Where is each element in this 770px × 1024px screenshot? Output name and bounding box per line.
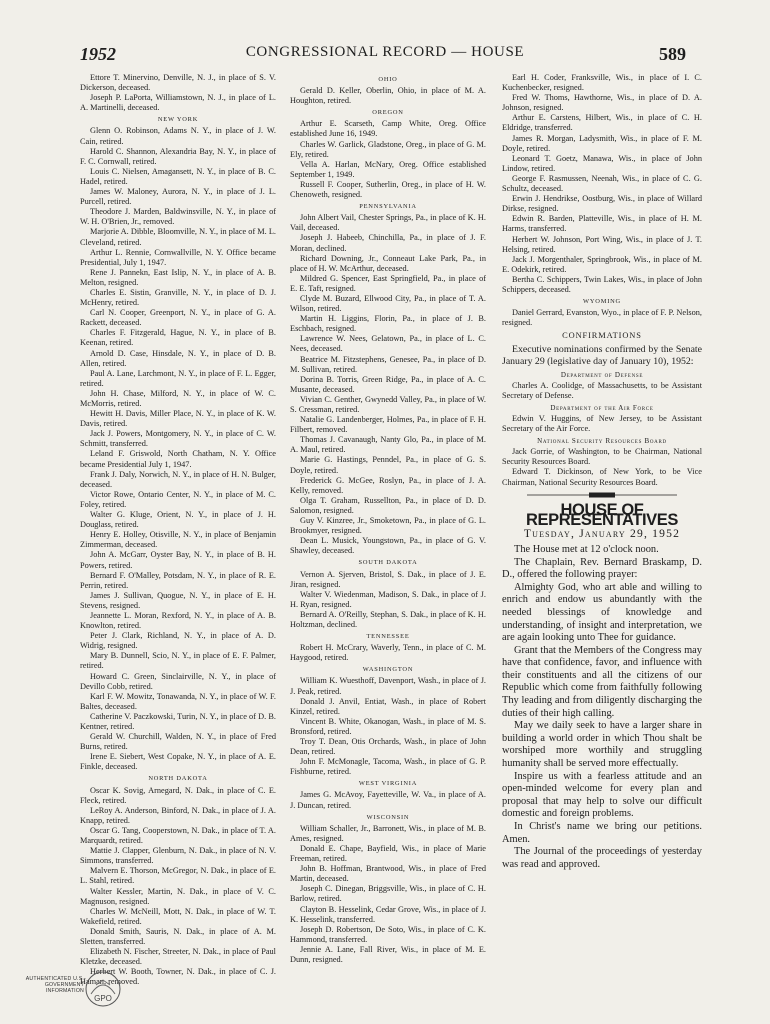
nomination-entry: Carl N. Cooper, Greenport, N. Y., in place of G. A. Rackett, deceased. bbox=[80, 308, 276, 328]
nomination-entry: William Schaller, Jr., Barronett, Wis., in place of M. B. Ames, resigned. bbox=[290, 823, 486, 843]
nomination-entry: Thomas J. Cavanaugh, Nanty Glo, Pa., in place of M. A. Maul, retired. bbox=[290, 435, 486, 455]
nomination-entry: Jack Gorrie, of Washington, to be Chairman, National Security Resources Board. bbox=[502, 447, 702, 467]
nomination-entry: Malvern E. Thorson, McGregor, N. Dak., in place of E. L. Stahl, retired. bbox=[80, 866, 276, 886]
nomination-entry: Robert H. McCrary, Waverly, Tenn., in place of C. M. Haygood, retired. bbox=[290, 643, 486, 663]
nomination-entry: Oscar K. Sovig, Arnegard, N. Dak., in place of C. E. Fleck, retired. bbox=[80, 785, 276, 805]
nomination-entry: Donald J. Anvil, Entiat, Wash., in place of Robert Kinzel, retired. bbox=[290, 696, 486, 716]
nomination-entry: Catherine V. Paczkowski, Turin, N. Y., in place of D. B. Kentner, retired. bbox=[80, 711, 276, 731]
state-heading: PENNSYLVANIA bbox=[359, 203, 417, 211]
nomination-entry: Frank J. Daly, Norwich, N. Y., in place of H. N. Bulger, deceased. bbox=[80, 469, 276, 489]
nomination-entry: Beatrice M. Fitzstephens, Genesee, Pa., in place of D. M. Sullivan, retired. bbox=[290, 354, 486, 374]
nomination-entry: Arthur L. Rennie, Cornwallville, N. Y. Office became Presidential, July 1, 1947. bbox=[80, 247, 276, 267]
nomination-entry: James W. Maloney, Aurora, N. Y., in place of J. L. Purcell, retired. bbox=[80, 187, 276, 207]
nomination-entry: Mildred G. Spencer, East Springfield, Pa., in place of E. E. Taft, resigned. bbox=[290, 273, 486, 293]
nomination-entry: Ettore T. Minervino, Denville, N. J., in place of S. V. Dickerson, deceased. bbox=[80, 73, 276, 93]
nomination-entry: Peter J. Clark, Richland, N. Y., in place of A. D. Widrig, resigned. bbox=[80, 631, 276, 651]
state-heading: WEST VIRGINIA bbox=[358, 780, 418, 788]
nomination-entry: Howard C. Green, Sinclairville, N. Y., in place of Devillo Cobb, retired. bbox=[80, 671, 276, 691]
nomination-entry: Jennie A. Lane, Fall River, Wis., in place of M. E. Dunn, resigned. bbox=[290, 944, 486, 964]
gpo-authentication-seal bbox=[18, 970, 122, 1014]
nomination-entry: Paul A. Lane, Larchmont, N. Y., in place of F. L. Egger, retired. bbox=[80, 368, 276, 388]
nomination-entry: James R. Morgan, Ladysmith, Wis., in place of F. M. Doyle, retired. bbox=[502, 133, 702, 153]
nomination-entry: Charles F. Fitzgerald, Hague, N. Y., in place of B. Keenan, retired. bbox=[80, 328, 276, 348]
department-heading: Department of Defense bbox=[560, 370, 644, 379]
nomination-entry: Arnold D. Case, Hinsdale, N. Y., in place of D. B. Allen, retired. bbox=[80, 348, 276, 368]
nomination-entry: John F. McMonagle, Tacoma, Wash., in place of G. P. Fishburne, retired. bbox=[290, 757, 486, 777]
column-right bbox=[502, 73, 702, 973]
nomination-entry: Earl H. Coder, Franksville, Wis., in place of I. C. Kuchenbecker, resigned. bbox=[502, 73, 702, 93]
nomination-entry: Olga T. Graham, Russellton, Pa., in place of D. D. Salomon, resigned. bbox=[290, 495, 486, 515]
nomination-entry: Martin H. Liggins, Florin, Pa., in place of J. B. Eschbach, resigned. bbox=[290, 314, 486, 334]
nomination-entry: Russell F. Cooper, Sutherlin, Oreg., in place of H. W. Chenoweth, resigned. bbox=[290, 179, 486, 200]
proceedings-paragraph: In Christ's name we bring our petitions. Amen. bbox=[502, 821, 702, 845]
proceedings-paragraph: Inspire us with a fearless attitude and an open-minded welcome for every plan and proposal that may help to solve our difficult domestic and foreign problems. bbox=[502, 770, 702, 820]
nomination-entry: Natalie G. Landenberger, Holmes, Pa., in place of F. H. Filbert, removed. bbox=[290, 415, 486, 435]
nomination-entry: Theodore J. Marden, Baldwinsville, N. Y., in place of W. H. O'Brien, Jr., removed. bbox=[80, 207, 276, 227]
department-heading: National Security Resources Board bbox=[537, 437, 667, 446]
nomination-entry: Jeannette L. Moran, Rexford, N. Y., in place of A. B. Knowlton, retired. bbox=[80, 610, 276, 631]
house-date: Tuesday, January 29, 1952 bbox=[523, 526, 681, 540]
nomination-entry: Charles E. Sistin, Granville, N. Y., in place of D. J. McHenry, retired. bbox=[80, 287, 276, 308]
nomination-entry: Charles W. McNeill, Mott, N. Dak., in place of W. T. Wakefield, retired. bbox=[80, 906, 276, 926]
nomination-entry: Herbert W. Johnson, Port Wing, Wis., in place of J. T. Helsing, retired. bbox=[502, 234, 702, 254]
nomination-entry: James G. McAvoy, Fayetteville, W. Va., in place of A. J. Duncan, retired. bbox=[290, 790, 486, 810]
page-number: 589 bbox=[659, 44, 686, 64]
nomination-entry: Bernard A. O'Reilly, Stephan, S. Dak., in place of K. H. Holtzman, declined. bbox=[290, 609, 486, 629]
column-left bbox=[80, 73, 276, 987]
nomination-entry: Bertha C. Schippers, Twin Lakes, Wis., in place of John Schippers, deceased. bbox=[502, 274, 702, 294]
nomination-entry: Guy V. Kinzree, Jr., Smoketown, Pa., in place of G. L. Brookmyer, resigned. bbox=[290, 516, 486, 536]
nomination-entry: Joseph D. Robertson, De Soto, Wis., in place of C. K. Hammond, transferred. bbox=[290, 924, 486, 944]
nomination-entry: Louis C. Nielsen, Amagansett, N. Y., in place of B. C. Hadel, retired. bbox=[80, 166, 276, 186]
nomination-entry: Leonard T. Goetz, Manawa, Wis., in place of John Lindow, retired. bbox=[502, 153, 702, 173]
nomination-entry: Walter G. Kluge, Orient, N. Y., in place of J. H. Douglass, retired. bbox=[80, 510, 276, 530]
nomination-entry: Erwin J. Hendrikse, Oostburg, Wis., in place of Willard Dirkse, resigned. bbox=[502, 194, 702, 214]
page-title: CONGRESSIONAL RECORD — HOUSE bbox=[245, 44, 525, 60]
nomination-entry: Jack J. Powers, Montgomery, N. Y., in place of C. W. Schmitt, transferred. bbox=[80, 429, 276, 449]
nomination-entry: Harold C. Shannon, Alexandria Bay, N. Y., in place of F. C. Cornwall, retired. bbox=[80, 146, 276, 166]
nomination-entry: Karl F. W. Mowitz, Tonawanda, N. Y., in place of W. F. Baltes, deceased. bbox=[80, 691, 276, 711]
nomination-entry: Joseph J. Habeeb, Chinchilla, Pa., in place of J. F. Moran, declined. bbox=[290, 233, 486, 253]
nomination-entry: John Albert Vail, Chester Springs, Pa., in place of K. H. Vail, deceased. bbox=[290, 213, 486, 233]
nomination-entry: Walter Kessler, Martin, N. Dak., in place of V. C. Magnuson, resigned. bbox=[80, 886, 276, 906]
nomination-entry: John A. McGarr, Oyster Bay, N. Y., in place of B. H. Powers, retired. bbox=[80, 550, 276, 570]
nomination-entry: Edwin V. Huggins, of New Jersey, to be Assistant Secretary of the Air Force. bbox=[502, 414, 702, 434]
nomination-entry: Victor Rowe, Ontario Center, N. Y., in place of M. C. Foley, retired. bbox=[80, 489, 276, 509]
nomination-entry: Joseph C. Dinegan, Briggsville, Wis., in place of C. H. Barlow, retired. bbox=[290, 884, 486, 904]
nomination-entry: Charles W. Garlick, Gladstone, Oreg., in place of G. M. Ely, retired. bbox=[290, 139, 486, 159]
nomination-entry: Edwin R. Barden, Platteville, Wis., in place of H. M. Harms, transferred. bbox=[502, 214, 702, 234]
nomination-entry: Richard Downing, Jr., Conneaut Lake Park, Pa., in place of H. W. McArthur, deceased. bbox=[290, 253, 486, 273]
proceedings-paragraph: Grant that the Members of the Congress may have that confidence, favor, and influence with their constituents and all the citizens of our Republic which come from faithfully following Thy leading and from diligently discharging the duties of their high calling. bbox=[502, 644, 702, 719]
confirmations-heading: CONFIRMATIONS bbox=[562, 331, 642, 341]
state-heading: OREGON bbox=[372, 109, 404, 117]
proceedings-paragraph: Almighty God, who art able and willing to enrich and endow us abundantly with the needed blessings of knowledge and understanding, of insight and interpretation, we are again looking unto Thee for guidance. bbox=[502, 581, 702, 644]
nomination-entry: Mattie J. Clapper, Glenburn, N. Dak., in place of N. V. Simmons, transferred. bbox=[80, 846, 276, 866]
nomination-entry: LeRoy A. Anderson, Binford, N. Dak., in place of J. A. Knapp, retired. bbox=[80, 805, 276, 825]
nomination-entry: Leland F. Griswold, North Chatham, N. Y. Office became Presidential July 1, 1947. bbox=[80, 449, 276, 469]
house-heading: HOUSE OF REPRESENTATIVES bbox=[526, 500, 678, 529]
nomination-entry: Donald E. Chape, Bayfield, Wis., in place of Marie Freeman, retired. bbox=[290, 843, 486, 864]
proceedings-paragraph: The House met at 12 o'clock noon. bbox=[514, 543, 659, 555]
nomination-entry: Vella A. Harlan, McNary, Oreg. Office established September 1, 1949. bbox=[290, 159, 486, 179]
nomination-entry: Arthur E. Scarseth, Camp White, Oreg. Office established June 16, 1949. bbox=[290, 119, 486, 139]
department-heading: Department of the Air Force bbox=[550, 403, 654, 412]
state-heading: WISCONSIN bbox=[366, 813, 410, 821]
nomination-entry: Joseph P. LaPorta, Williamstown, N. J., in place of L. A. Martinelli, deceased. bbox=[80, 93, 276, 113]
confirmations-list bbox=[502, 370, 702, 488]
nomination-entry: Frederick G. McGee, Roslyn, Pa., in place of J. A. Kelly, removed. bbox=[290, 475, 486, 495]
nomination-entry: Herbert W. Booth, Towner, N. Dak., in place of C. J. Haman, removed. bbox=[80, 967, 276, 987]
nomination-entry: Vivian C. Genther, Gwynedd Valley, Pa., in place of W. S. Cressman, retired. bbox=[290, 394, 486, 414]
nomination-entry: Dean L. Musick, Youngstown, Pa., in place of G. V. Shawley, deceased. bbox=[290, 536, 486, 556]
state-heading: NEW YORK bbox=[157, 116, 199, 124]
nomination-entry: Edward T. Dickinson, of New York, to be Vice Chairman, National Security Resources Board. bbox=[502, 467, 702, 487]
proceedings-paragraph: May we daily seek to have a larger share in building a world order in which Thou shalt be worshiped more worthily and struggling humanity shall be served more effectually. bbox=[502, 720, 702, 770]
proceedings-paragraph: The Chaplain, Rev. Bernard Braskamp, D. D., offered the following prayer: bbox=[502, 556, 702, 581]
seal-mark: GPO bbox=[94, 994, 112, 1003]
nomination-entry: Gerald W. Churchill, Walden, N. Y., in place of Fred Burns, retired. bbox=[80, 732, 276, 752]
nomination-entry: Vincent B. White, Okanogan, Wash., in place of M. S. Bronsford, retired. bbox=[290, 716, 486, 736]
nomination-entry: Jack J. Morgenthaler, Springbrook, Wis., in place of M. E. Odekirk, retired. bbox=[502, 254, 702, 274]
nomination-entry: Lawrence W. Nees, Gelatown, Pa., in place of L. C. Nees, deceased. bbox=[290, 334, 486, 354]
nomination-entry: Rene J. Pannekn, East Islip, N. Y., in place of A. B. Melton, resigned. bbox=[80, 267, 276, 287]
gpo-seal-icon bbox=[84, 970, 122, 1008]
seal-caption: AUTHENTICATED U.S. GOVERNMENT INFORMATION bbox=[25, 976, 84, 995]
nomination-entry: Daniel Gerrard, Evanston, Wyo., in place of F. P. Nelson, resigned. bbox=[502, 308, 702, 328]
nomination-entry: John B. Hoffman, Brantwood, Wis., in place of Fred Martin, deceased. bbox=[290, 864, 486, 884]
nomination-entry: Hewitt H. Davis, Miller Place, N. Y., in place of K. W. Davis, retired. bbox=[80, 409, 276, 429]
nomination-entry: Bernard F. O'Malley, Potsdam, N. Y., in place of R. E. Perrin, retired. bbox=[80, 570, 276, 590]
state-heading: WYOMING bbox=[583, 298, 621, 306]
nomination-entry: Charles A. Coolidge, of Massachusetts, to be Assistant Secretary of Defense. bbox=[502, 380, 702, 400]
confirmations-intro: Executive nominations confirmed by the Senate January 29 (legislative day of January 10), 1952: bbox=[502, 344, 702, 368]
nomination-entry: Elizabeth N. Fischer, Streeter, N. Dak., in place of Paul Kletzke, deceased. bbox=[80, 947, 276, 967]
nomination-entry: Fred W. Thoms, Hawthorne, Wis., in place of D. A. Johnson, resigned. bbox=[502, 93, 702, 113]
house-proceedings bbox=[502, 544, 702, 871]
nomination-entry: Walter V. Wiedenman, Madison, S. Dak., in place of J. H. Ryan, resigned. bbox=[290, 589, 486, 609]
state-heading: TENNESSEE bbox=[366, 633, 410, 641]
state-heading: OHIO bbox=[378, 76, 398, 83]
postmaster-list-continued bbox=[502, 73, 702, 328]
nomination-entry: Marjorie A. Dibble, Bloomville, N. Y., in place of M. L. Cleveland, retired. bbox=[80, 227, 276, 247]
page-year: 1952 bbox=[80, 44, 116, 64]
nomination-entry: Clyde M. Buzard, Ellwood City, Pa., in place of T. A. Wilson, retired. bbox=[290, 293, 486, 314]
nomination-entry: Glenn O. Robinson, Adams N. Y., in place of J. W. Cain, retired. bbox=[80, 126, 276, 146]
nomination-entry: Gerald D. Keller, Oberlin, Ohio, in place of M. A. Houghton, retired. bbox=[290, 86, 486, 106]
state-heading: SOUTH DAKOTA bbox=[358, 559, 418, 567]
nomination-entry: John H. Chase, Milford, N. Y., in place of W. C. McMorris, retired. bbox=[80, 388, 276, 408]
proceedings-paragraph: The Journal of the proceedings of yesterday was read and approved. bbox=[502, 846, 702, 870]
nomination-entry: Vernon A. Sjerven, Bristol, S. Dak., in place of J. E. Jiran, resigned. bbox=[290, 569, 486, 589]
nomination-entry: Marie G. Hastings, Penndel, Pa., in place of G. S. Doyle, retired. bbox=[290, 455, 486, 475]
column-middle bbox=[290, 73, 486, 973]
section-divider bbox=[527, 490, 677, 500]
nomination-entry: Clayton B. Hesselink, Cedar Grove, Wis., in place of J. K. Hesselink, transferred. bbox=[290, 904, 486, 924]
nomination-entry: James J. Sullivan, Quogue, N. Y., in place of E. H. Stevens, resigned. bbox=[80, 590, 276, 610]
state-heading: NORTH DAKOTA bbox=[148, 775, 208, 783]
nomination-entry: Arthur E. Carstens, Hilbert, Wis., in place of C. H. Eldridge, transferred. bbox=[502, 113, 702, 133]
state-heading: WASHINGTON bbox=[362, 666, 414, 674]
nomination-entry: William K. Wuesthoff, Davenport, Wash., in place of J. J. Peak, retired. bbox=[290, 676, 486, 696]
nomination-entry: Irene E. Siebert, West Copake, N. Y., in place of A. E. Finkle, deceased. bbox=[80, 752, 276, 772]
nomination-entry: Oscar G. Tang, Cooperstown, N. Dak., in place of T. A. Marquardt, retired. bbox=[80, 825, 276, 846]
nomination-entry: George F. Rasmussen, Neenah, Wis., in place of C. G. Schultz, deceased. bbox=[502, 173, 702, 194]
nomination-entry: Dorina B. Torris, Green Ridge, Pa., in place of A. C. Musante, deceased. bbox=[290, 374, 486, 394]
nomination-entry: Donald Smith, Sauris, N. Dak., in place of A. M. Sletten, transferred. bbox=[80, 926, 276, 946]
nomination-entry: Henry E. Holley, Otisville, N. Y., in place of Benjamin Zimmerman, deceased. bbox=[80, 530, 276, 550]
nomination-entry: Mary B. Dunnell, Scio, N. Y., in place of E. F. Palmer, retired. bbox=[80, 651, 276, 671]
nomination-entry: Troy T. Dean, Otis Orchards, Wash., in place of John Dean, retired. bbox=[290, 737, 486, 757]
